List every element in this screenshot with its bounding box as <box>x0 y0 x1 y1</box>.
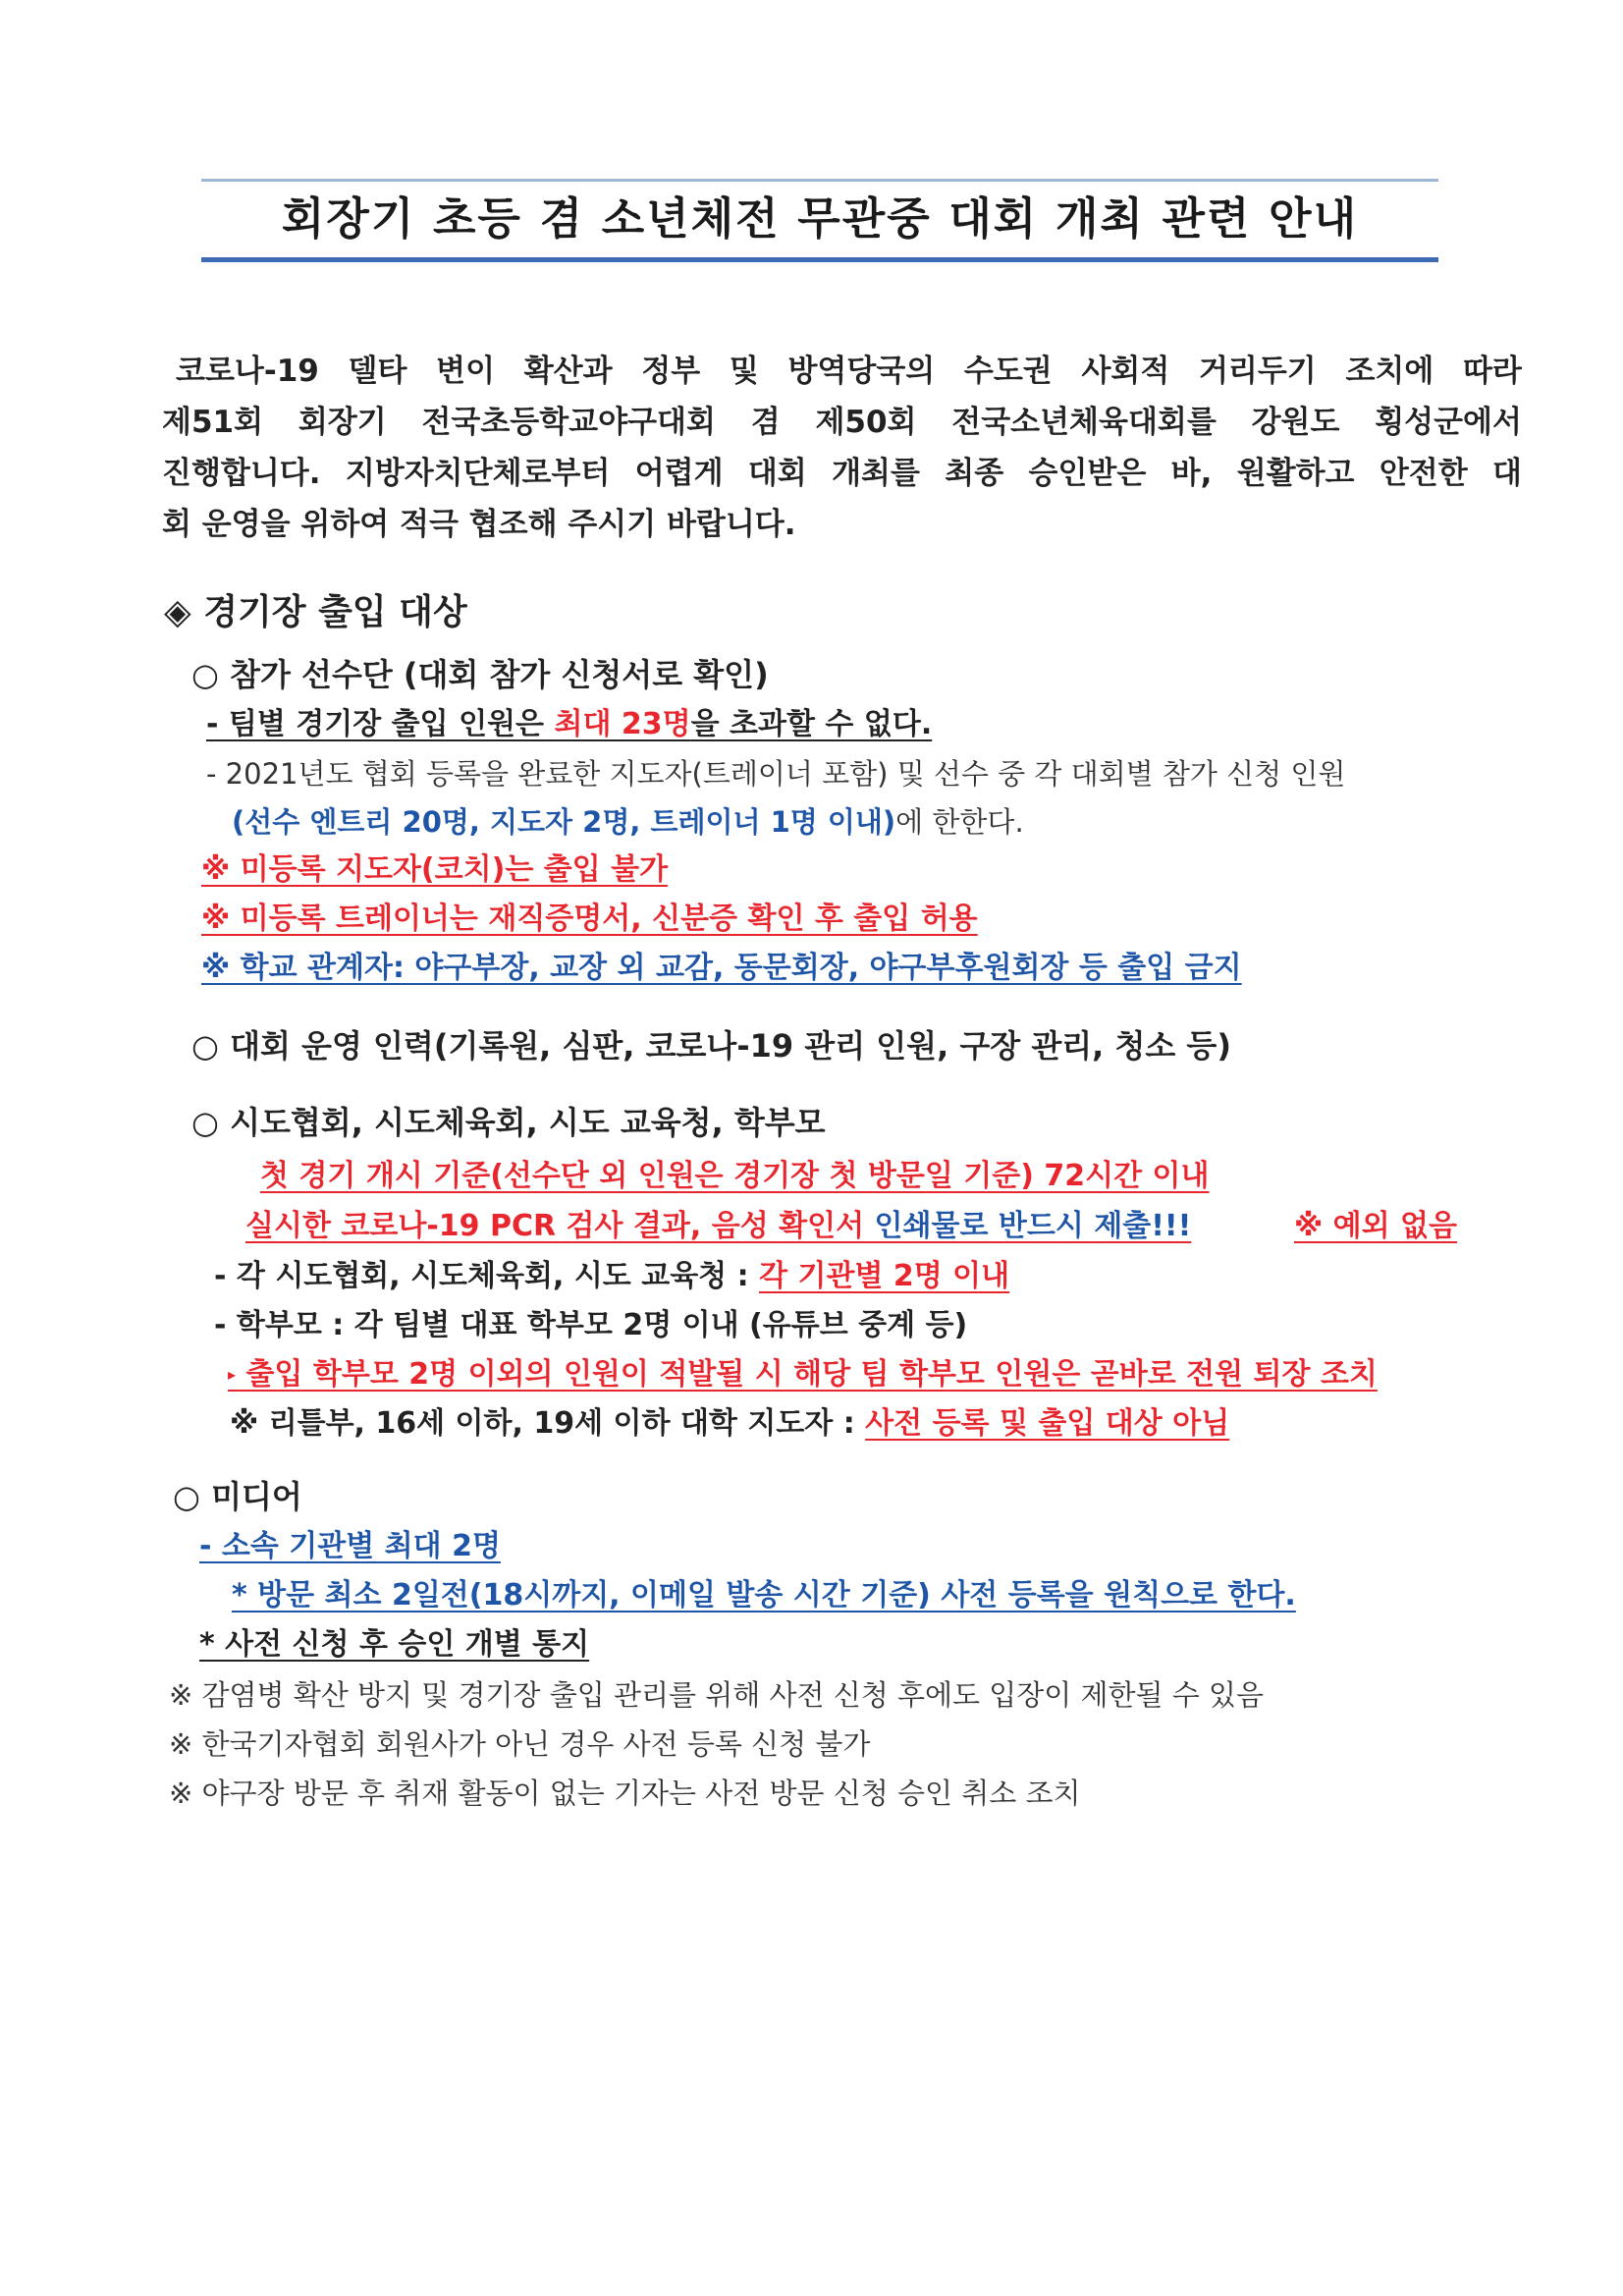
page-title: 회장기 초등 겸 소년체전 무관중 대회 개최 관련 안내 <box>281 192 1359 245</box>
intro-word: 원활하고 <box>1236 456 1355 491</box>
media-org-limit: - 소속 기관별 최대 2명 <box>199 1529 501 1563</box>
rule-team-limit-suffix: 을 초과할 수 없다. <box>690 707 933 741</box>
intro-line <box>162 499 1522 550</box>
section-heading-access: ◈ 경기장 출입 대상 <box>164 592 467 632</box>
media-note-1: ※ 감염병 확산 방지 및 경기장 출입 관리를 위해 사전 신청 후에도 입장이 제한될 수 있음 <box>169 1678 1265 1712</box>
note-school-staff: ※ 학교 관계자: 야구부장, 교장 외 교감, 동문회장, 야구부후원회장 등 출입 금지 <box>201 951 1242 985</box>
parent-violation-text: 출입 학부모 2명 이외의 인원이 적발될 시 해당 팀 학부모 인원은 곧바로 전원 퇴장 조치 <box>245 1357 1378 1392</box>
intro-word: 진행합니다. <box>162 456 321 491</box>
intro-word: 제51회 <box>162 405 264 440</box>
intro-word: 대회 <box>747 456 807 491</box>
intro-line <box>162 346 1522 397</box>
intro-word: 회장기 <box>298 405 387 440</box>
intro-word: 안전한 <box>1379 456 1468 491</box>
little-league-exempt: 사전 등록 및 출입 대상 아님 <box>865 1406 1230 1441</box>
intro-word: 델타 <box>348 354 407 389</box>
intro-word: 전국소년체육대회를 <box>951 405 1217 440</box>
pcr-no-exception: ※ 예외 없음 <box>1294 1209 1457 1243</box>
parent-limit: - 학부모 : 각 팀별 대표 학부모 2명 이내 (유튜브 중계 등) <box>214 1308 968 1342</box>
little-league-note <box>230 1404 1229 1444</box>
parent-violation <box>228 1355 1378 1394</box>
intro-word: 최종 <box>945 456 1004 491</box>
pcr-requirement-line2 <box>245 1207 1191 1246</box>
rule-entry-limit: (선수 엔트리 20명, 지도자 2명, 트레이너 1명 이내) <box>232 805 896 839</box>
media-note-3: ※ 야구장 방문 후 취재 활동이 없는 기자는 사전 방문 신청 승인 취소 조치 <box>169 1777 1081 1810</box>
title-rule-bottom <box>201 257 1438 262</box>
intro-word: 횡성군에서 <box>1375 405 1522 440</box>
intro-word: 조치에 <box>1345 354 1434 389</box>
intro-word: 개최를 <box>832 456 920 491</box>
intro-word: 및 <box>729 354 759 389</box>
note-unregistered-coach: ※ 미등록 지도자(코치)는 출입 불가 <box>201 852 669 887</box>
title-rule-top <box>201 179 1438 182</box>
intro-word: 강원도 <box>1251 405 1340 440</box>
intro-line <box>162 448 1522 499</box>
intro-word: 코로나-19 <box>176 354 319 389</box>
intro-word: 확산과 <box>523 354 613 389</box>
rule-team-limit-max: 최대 23명 <box>554 707 691 741</box>
rule-registered-line1: - 2021년도 협회 등록을 완료한 지도자(트레이너 포함) 및 선수 중 각 대회별 참가 신청 인원 <box>206 757 1346 791</box>
pcr-print-text: 인쇄물로 반드시 제출!!! <box>874 1209 1192 1243</box>
media-approval-notice: * 사전 신청 후 승인 개별 통지 <box>199 1627 590 1662</box>
association-limit-prefix: - 각 시도협회, 시도체육회, 시도 교육청 : <box>214 1259 760 1293</box>
media-preregistration: * 방문 최소 2일전(18시까지, 이메일 발송 시간 기준) 사전 등록을 원칙으로 한다. <box>232 1578 1296 1613</box>
intro-paragraph <box>162 346 1522 550</box>
intro-line <box>162 397 1522 448</box>
pcr-result-text: 실시한 코로나-19 PCR 검사 결과, 음성 확인서 <box>245 1209 875 1243</box>
intro-word: 거리두기 <box>1198 354 1317 389</box>
intro-word: 정부 <box>641 354 701 389</box>
pcr-requirement-line1: 첫 경기 개시 기준(선수단 외 인원은 경기장 첫 방문일 기준) 72시간 이내 <box>260 1159 1210 1193</box>
intro-word: 회 운영을 위하여 적극 협조해 주시기 바랍니다. <box>162 507 796 542</box>
intro-word: 수도권 <box>963 354 1053 389</box>
rule-registered-line2 <box>232 802 1024 842</box>
association-limit <box>214 1257 1009 1296</box>
group-heading-staff: ○ 대회 운영 인력(기록원, 심판, 코로나-19 관리 인원, 구장 관리, 청소 등) <box>191 1027 1231 1065</box>
intro-word: 제50회 <box>815 405 917 440</box>
triangle-bullet-icon: ▸ <box>228 1365 237 1384</box>
association-limit-count: 각 기관별 2명 이내 <box>759 1259 1010 1293</box>
intro-word: 대 <box>1491 456 1522 491</box>
intro-word: 승인받은 <box>1028 456 1147 491</box>
group-heading-associations: ○ 시도협회, 시도체육회, 시도 교육청, 학부모 <box>191 1104 826 1141</box>
intro-word: 사회적 <box>1081 354 1170 389</box>
rule-entry-suffix: 에 한한다. <box>895 805 1024 839</box>
intro-word: 방역당국의 <box>787 354 936 389</box>
little-league-prefix: ※ 리틀부, 16세 이하, 19세 이하 대학 지도자 : <box>230 1406 866 1441</box>
intro-word: 어렵게 <box>634 456 724 491</box>
intro-word: 지방자치단체로부터 <box>345 456 611 491</box>
intro-word: 바, <box>1170 456 1213 491</box>
group-heading-athletes: ○ 참가 선수단 (대회 참가 신청서로 확인) <box>191 656 769 693</box>
intro-word: 따라 <box>1462 354 1522 389</box>
intro-word: 겸 <box>750 405 781 440</box>
rule-team-limit <box>206 705 932 744</box>
intro-word: 전국초등학교야구대회 <box>421 405 716 440</box>
note-unregistered-trainer: ※ 미등록 트레이너는 재직증명서, 신분증 확인 후 출입 허용 <box>201 902 978 936</box>
media-heading: ○ 미디어 <box>173 1478 302 1515</box>
intro-word: 변이 <box>436 354 496 389</box>
media-note-2: ※ 한국기자협회 회원사가 아닌 경우 사전 등록 신청 불가 <box>169 1727 871 1761</box>
rule-team-limit-prefix: - 팀별 경기장 출입 인원은 <box>206 707 555 741</box>
